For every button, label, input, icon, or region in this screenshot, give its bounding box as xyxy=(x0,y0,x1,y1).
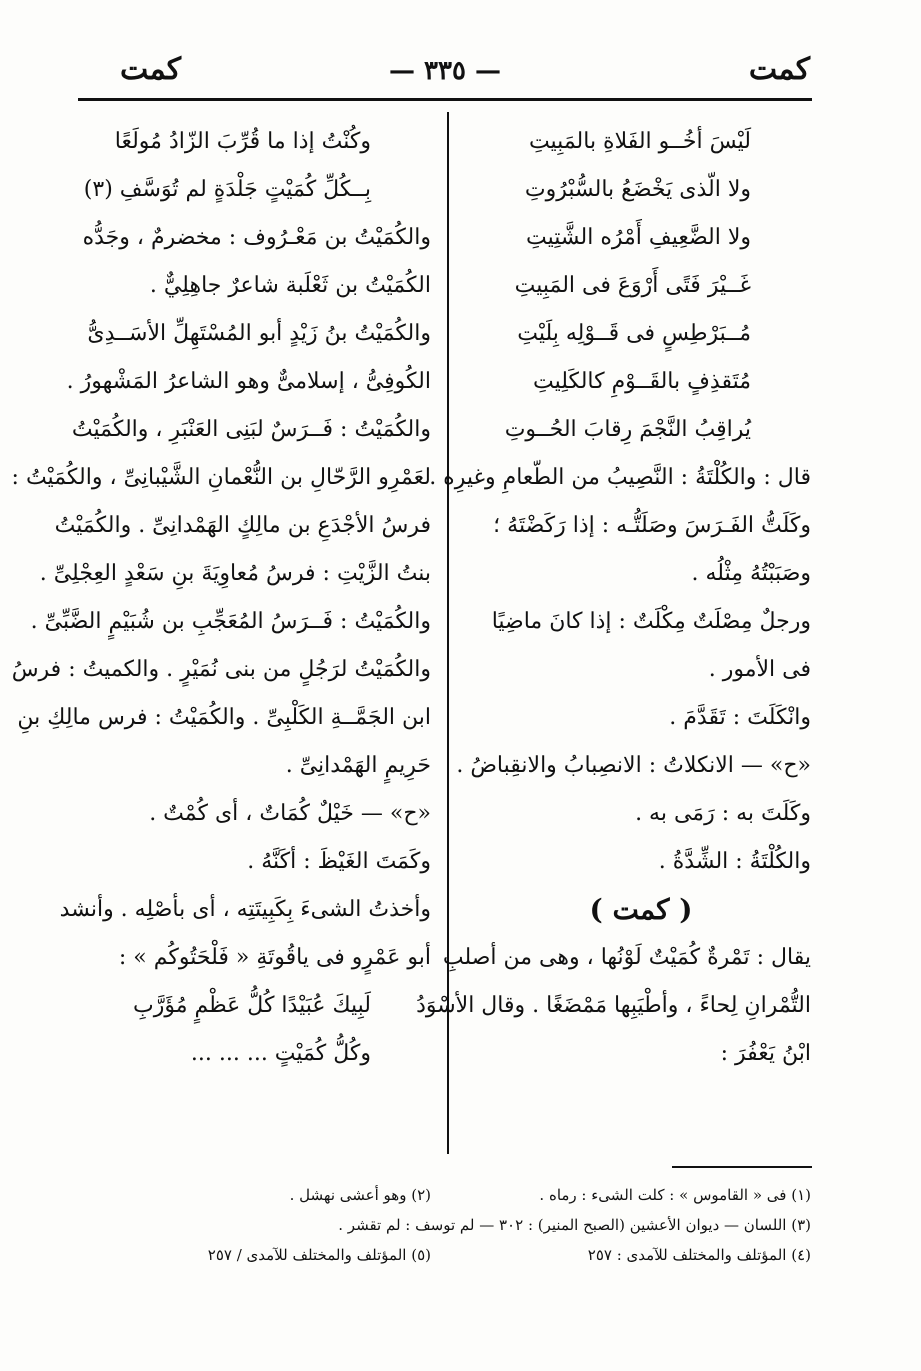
left-column xyxy=(11,118,431,1078)
text-line: وأخذتُ الشىءَ بِكَبِيتَتِه ، أى بأصْلِه . وأنشد xyxy=(59,897,431,922)
right-column xyxy=(416,118,811,1078)
verse-line: ولا الّذى يَخْضَعُ بالسُّبْرُوتِ xyxy=(524,177,751,202)
running-head-left: كمت xyxy=(120,52,182,87)
verse-line: وكُلُّ كُمَيْتٍ ... ... ... xyxy=(190,1041,371,1066)
text-line: «ح» — خَيْلٌ كُمَاتٌ ، أى كُمْتٌ . xyxy=(149,801,431,826)
footnote-5: (٥) المؤتلف والمختلف للآمدى / ٢٥٧ xyxy=(207,1246,431,1264)
text-line: والكُمَيْتُ بنُ زَيْدٍ أبو المُسْتَهِلِّ الأسَــدِىُّ xyxy=(87,321,431,346)
footnote-2: (٢) وهو أعشى نهشل . xyxy=(289,1186,431,1204)
footnote-rule xyxy=(672,1166,812,1168)
text-line: فرسُ الأجْدَعِ بن مالِكٍ الهَمْدانِىِّ . والكُمَيْتُ xyxy=(54,513,431,538)
text-line: الكُمَيْتُ بن ثَعْلَبة شاعرٌ جاهِلِيٌّ . xyxy=(149,273,431,298)
text-line: أبو عَمْرٍو فى ياقُوتَةِ « فَلْحَتُوكُم » : xyxy=(118,945,431,970)
verse-line: وكُنْتُ إذا ما قُرِّبَ الزّادُ مُولَعًا xyxy=(114,129,371,154)
text-line: ابن الجَمَّــةِ الكَلْبِىِّ . والكُمَيْتُ : فرس مالِكِ بنِ xyxy=(17,705,431,730)
text-line: التُّمْرانِ لِحاءً ، وأطْيَبِها مَمْضَغًا . وقال الأسْوَدُ xyxy=(416,993,811,1018)
text-line: بنتُ الزَّيْتِ : فرسُ مُعاوِيَةَ بنِ سَعْدٍ العِجْلِىِّ . xyxy=(39,561,431,586)
text-line: والكُمَيْتُ : فَــرَسٌ لبَنِى العَنْبَرِ ، والكُمَيْتُ xyxy=(71,417,431,442)
text-line: وصَبَبْتُهُ مِثْلُه . xyxy=(691,561,811,586)
verse-line: غَــيْرَ فَتًى أَرْوَعَ فى المَبِيتِ xyxy=(514,273,751,298)
verse-line: لَيْسَ أخُــو الفَلاةِ بالمَبِيتِ xyxy=(528,129,751,154)
text-line: والكُمَيْتُ : فَــرَسُ المُعَجِّبِ بن شُبَيْمٍ الضَّبِّىِّ . xyxy=(30,609,431,634)
text-line: وكَلَتُّ الفَـرَسَ وصَلَتُّـه : إذا رَكَضْتَهُ ؛ xyxy=(493,513,811,538)
text-line: وانْكَلَتَ : تَقَدَّمَ . xyxy=(669,705,811,730)
text-line: الكُوفِىُّ ، إسلامىٌّ وهو الشاعرُ المَشْهورُ . xyxy=(66,369,431,394)
text-line: والكُمَيْتُ بن مَعْـرُوف : مخضرمٌ ، وجَدُّه xyxy=(82,225,431,250)
header-rule xyxy=(78,98,812,101)
text-line: ورجلٌ مِصْلَتٌ مِكْلَتٌ : إذا كانَ ماضِيًا xyxy=(491,609,811,634)
text-line: «ح» — الانكلاتُ : الانصِبابُ والانقِباضُ . xyxy=(456,753,811,778)
text-line: وكَلَتَ به : رَمَى به . xyxy=(635,801,811,826)
page-header xyxy=(80,52,810,92)
text-line: لعَمْرِو الرَّحّالِ بن النُّعْمانِ الشَّيْبانِىِّ ، والكُمَيْتُ : xyxy=(11,465,431,490)
text-line: يقال : تَمْرةٌ كُمَيْتٌ لَوْنُها ، وهى من أصلبِ xyxy=(442,945,811,970)
text-line: ابْنُ يَعْفُرَ : xyxy=(720,1041,811,1066)
text-line: والكُمَيْتُ لرَجُلٍ من بنى نُمَيْرٍ . والكميتُ : فرسُ xyxy=(11,657,431,682)
text-line: حَرِيمٍ الهَمْدانِىِّ . xyxy=(285,753,431,778)
page-number: — ٣٣٥ — xyxy=(388,56,502,86)
verse-line: يُراقِبُ النَّجْمَ رِقابَ الحُــوتِ xyxy=(504,417,751,442)
footnote-1: (١) فى « القاموس » : كلت الشىء : رماه . xyxy=(539,1186,811,1204)
text-line: قال : والكُلْتَةُ : النَّصِيبُ من الطّعامِ وغيرِه . xyxy=(429,465,811,490)
entry-heading: ( كمت ) xyxy=(589,893,693,926)
verse-line: لَبِيكَ عُبَيْدًا كُلُّ عَظْمٍ مُؤَرَّبِ xyxy=(133,993,371,1018)
text-line: فى الأمور . xyxy=(708,657,811,682)
running-head-right: كمت xyxy=(748,52,810,87)
verse-line: ولا الضَّعِيفِ أَمْرُه الشَّتِيتِ xyxy=(526,225,751,250)
footnote-3: (٣) اللسان — ديوان الأعشين (الصبح المنير) : ٣٠٢ — لم توسف : لم تقشر . xyxy=(338,1216,811,1234)
verse-line: مُــبَرْطِسٍ فى قَــوْلِه بِلَيْتِ xyxy=(517,321,751,346)
verse-line: بِــكُلِّ كُمَيْتٍ جَلْدَةٍ لم تُوَسَّفِ (٣) xyxy=(83,177,371,202)
text-line: وكَمَتَ الغَيْظَ : أكَنَّهُ . xyxy=(247,849,431,874)
text-line: والكُلْتَةُ : الشِّدَّةُ . xyxy=(658,849,811,874)
footnote-4: (٤) المؤتلف والمختلف للآمدى : ٢٥٧ xyxy=(587,1246,811,1264)
verse-line: مُتَقذِفٍ بالقَــوْمِ كالكَلِيتِ xyxy=(533,369,751,394)
